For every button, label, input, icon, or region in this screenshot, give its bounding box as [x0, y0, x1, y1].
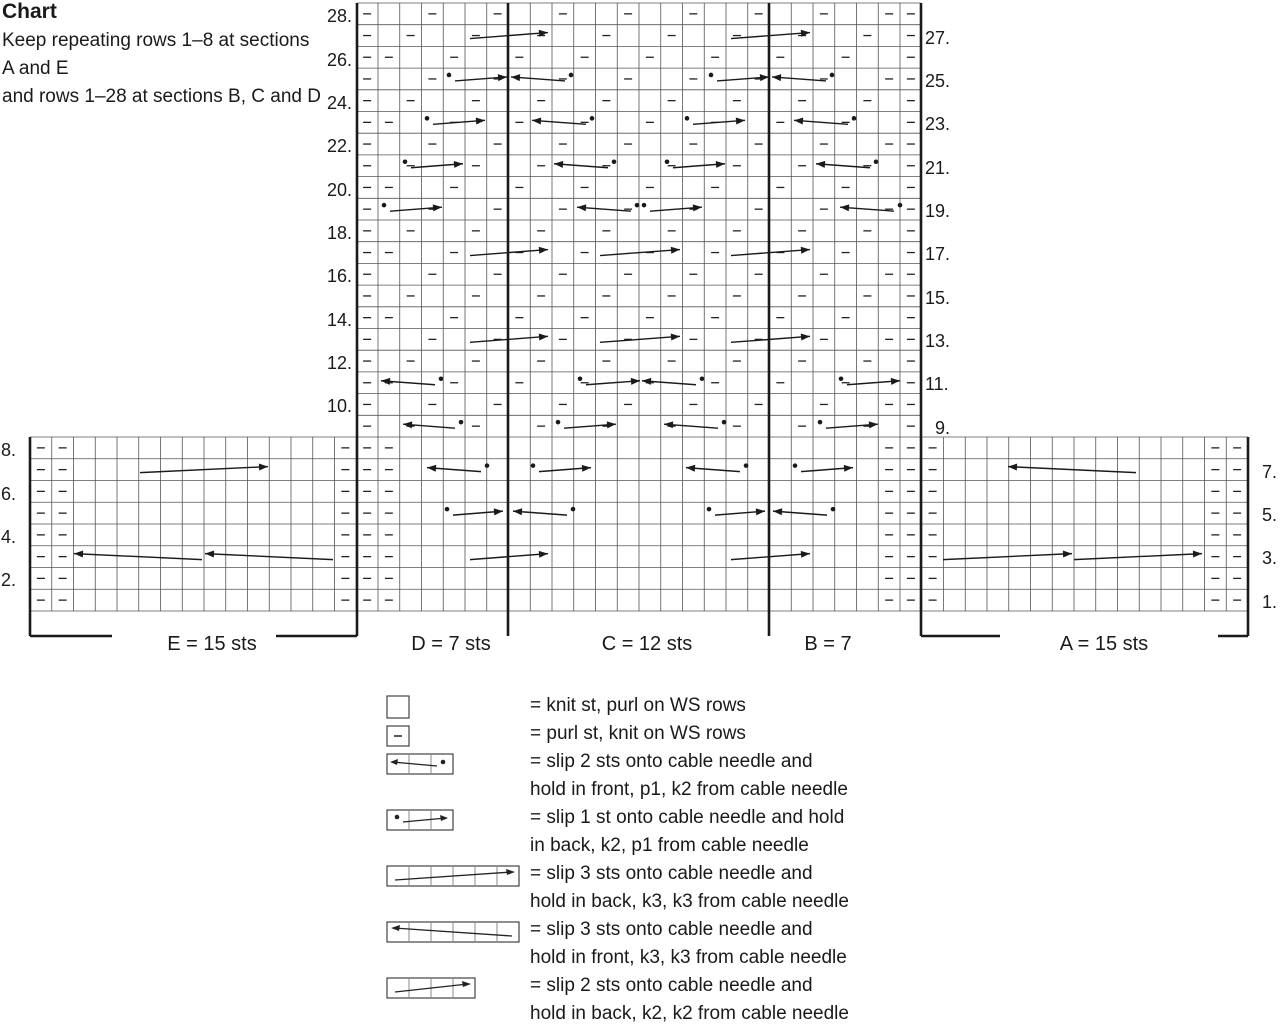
row-label-21: 21. — [925, 158, 951, 178]
section-label-d: D = 7 sts — [411, 633, 491, 655]
cable-dot — [571, 507, 576, 512]
row-label-27: 27. — [925, 28, 951, 48]
cable-dot — [447, 73, 452, 78]
row-label-8: 8. — [1, 440, 17, 460]
section-label-a: A = 15 sts — [1059, 633, 1149, 655]
cable-dot — [818, 420, 823, 425]
cable-dot — [382, 203, 387, 208]
cable-dot — [830, 73, 835, 78]
row-label-13: 13. — [925, 331, 951, 351]
row-label-17: 17. — [925, 244, 951, 264]
cable-dot — [793, 463, 798, 468]
chart-note-line-1: Keep repeating rows 1–8 at sections — [2, 30, 310, 51]
cable-dot — [709, 73, 714, 78]
cable-dot — [445, 507, 450, 512]
legend-cable-1-2-back-text-2: in back, k2, p1 from cable needle — [530, 835, 809, 856]
cable-dot — [556, 420, 561, 425]
cable-dot — [685, 116, 690, 121]
legend-cable-3-3-front-text-1: = slip 3 sts onto cable needle and — [530, 919, 813, 940]
row-label-15: 15. — [925, 288, 951, 308]
row-label-18: 18. — [327, 223, 353, 243]
row-label-4: 4. — [1, 527, 17, 547]
chart-title: Chart — [2, 0, 57, 23]
cable-dot — [612, 159, 617, 164]
row-label-24: 24. — [327, 93, 353, 113]
purl-symbol — [387, 726, 409, 746]
section-label-c: C = 12 sts — [601, 633, 693, 655]
legend-cable-2-1-front-text-2: hold in front, p1, k2 from cable needle — [530, 779, 848, 800]
cable-dot — [722, 420, 727, 425]
cable-dot — [459, 420, 464, 425]
cable-dot — [635, 203, 640, 208]
row-label-14: 14. — [327, 310, 353, 330]
cable-dot — [578, 376, 583, 381]
legend-cable-3-3-back-text-2: hold in back, k3, k3 from cable needle — [530, 891, 849, 912]
row-label-25: 25. — [925, 71, 951, 91]
legend-cable-1-2-back-text-1: = slip 1 st onto cable needle and hold — [530, 807, 845, 828]
row-label-6: 6. — [1, 484, 17, 504]
cable-dot — [744, 463, 749, 468]
cable-dot — [569, 73, 574, 78]
cable-dot — [707, 507, 712, 512]
chart-note-line-2: A and E — [2, 58, 69, 79]
cable-dot — [898, 203, 903, 208]
cable-dot — [839, 376, 844, 381]
legend-knit-text: = knit st, purl on WS rows — [530, 695, 746, 716]
cable-dot — [485, 463, 490, 468]
row-label-11: 11. — [925, 374, 949, 394]
row-label-7: 7. — [1262, 462, 1278, 482]
legend-symbols — [380, 690, 530, 1031]
cable-2-1-front-symbol — [387, 754, 453, 774]
row-label-2: 2. — [1, 570, 17, 590]
cable-dot — [425, 116, 430, 121]
cable-2-2-back-symbol — [387, 978, 475, 998]
row-label-23: 23. — [925, 114, 951, 134]
cable-dot — [531, 463, 536, 468]
cable-dot — [403, 159, 408, 164]
cable-dot — [874, 159, 879, 164]
legend-cable-3-3-back-text-1: = slip 3 sts onto cable needle and — [530, 863, 813, 884]
legend-purl-text: = purl st, knit on WS rows — [530, 723, 746, 744]
legend-cable-2-1-front-text-1: = slip 2 sts onto cable needle and — [530, 751, 813, 772]
cable-3-3-front-symbol — [387, 922, 519, 942]
cable-dot — [590, 116, 595, 121]
cable-dot — [831, 507, 836, 512]
chart-note-line-3: and rows 1–28 at sections B, C and D — [2, 86, 321, 107]
knit-symbol — [387, 696, 409, 718]
row-label-19: 19. — [925, 201, 951, 221]
row-label-10: 10. — [327, 396, 353, 416]
row-label-28: 28. — [327, 6, 353, 26]
cable-dot — [642, 203, 647, 208]
cable-1-2-back-symbol — [387, 810, 453, 830]
section-label-e: E = 15 sts — [167, 633, 257, 655]
legend-cable-2-2-back-text-1: = slip 2 sts onto cable needle and — [530, 975, 813, 996]
row-label-12: 12. — [327, 353, 353, 373]
cable-dot — [439, 376, 444, 381]
row-label-1: 1. — [1262, 592, 1278, 612]
section-label-b: B = 7 — [804, 633, 852, 655]
row-label-9: 9. — [935, 418, 951, 438]
row-label-22: 22. — [327, 136, 353, 156]
cable-dot — [852, 116, 857, 121]
row-label-16: 16. — [327, 266, 353, 286]
legend-cable-3-3-front-text-2: hold in front, k3, k3 from cable needle — [530, 947, 847, 968]
row-label-20: 20. — [327, 180, 353, 200]
cable-dot — [700, 376, 705, 381]
row-label-5: 5. — [1262, 505, 1278, 525]
row-label-3: 3. — [1262, 548, 1278, 568]
legend-cable-2-2-back-text-2: hold in back, k2, k2 from cable needle — [530, 1003, 849, 1024]
cable-3-3-back-symbol — [387, 866, 519, 886]
cable-dot — [665, 159, 670, 164]
row-label-26: 26. — [327, 50, 353, 70]
